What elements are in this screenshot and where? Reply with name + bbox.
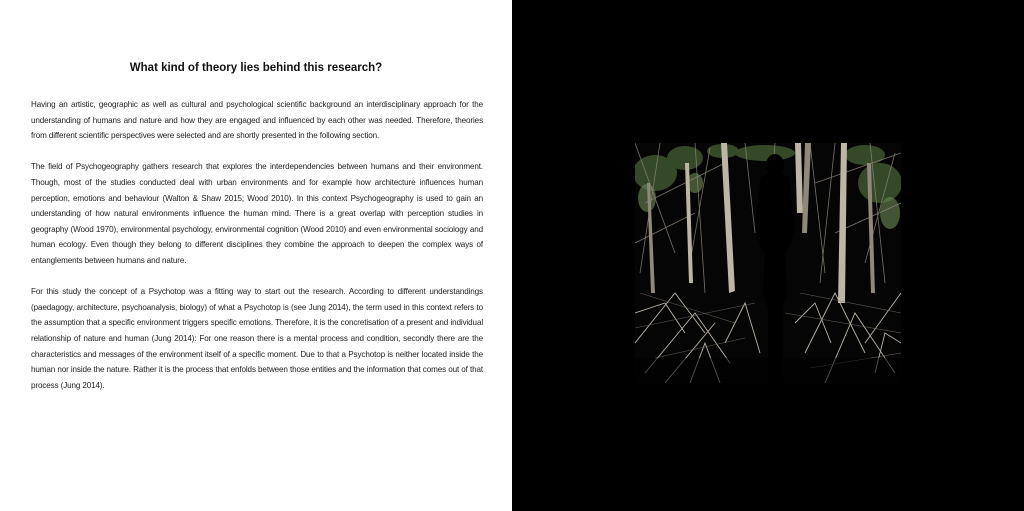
forest-silhouette-photo bbox=[635, 143, 901, 383]
forest-photo-icon bbox=[635, 143, 901, 383]
right-page bbox=[512, 0, 1024, 511]
paragraph-psychotop: For this study the concept of a Psychotop was a fitting way to start out the research. According to different understandings (paedagogy, architecture, psychoanalysis, biology) of what a Psychotop is (see Jung 2014), the term used in this context refers to the assumption that a specific environment triggers specific emotions. Therefore, it is the concretisation of a present and individual relationship of nature and human (Jung 2014): For one reason there is a mental process and condition, secondly there are the characteristics and messages of the environment itself of a specific moment. Due to that a Psychotop is neither located inside the human nor inside the nature. Rather it is the process that enfolds between those entities and the information that comes out of that process (Jung 2014). bbox=[31, 287, 483, 390]
page-heading: What kind of theory lies behind this research? bbox=[129, 62, 383, 74]
paragraph-psychogeography: The field of Psychogeography gathers research that explores the interdependencies between humans and their environment. Though, most of the studies conducted deal with urban environments and for example how architecture influences human perception, emotions and behaviour (Walton & Shaw 2015; Wood 2010). In this context Psychogeography is used to gain an understanding of how natural environments influence the human mind. There is a great overlap with perception studies in geography (Wood 1970), environmental psychology, environmental cognition (Wood 2010) and even environmental sociology and human ecology. Even though they belong to different disciplines they combine the approach to deepen the complex ways of entanglements between humans and nature. bbox=[31, 162, 483, 265]
body-text bbox=[31, 97, 483, 409]
paragraph-background: Having an artistic, geographic as well as cultural and psychological scientific background an interdisciplinary approach for the understanding of humans and nature and how they are engaged and influenced by each other was needed. Therefore, theories from different scientific perspectives were selected and are shortly presented in the following section. bbox=[31, 100, 483, 141]
